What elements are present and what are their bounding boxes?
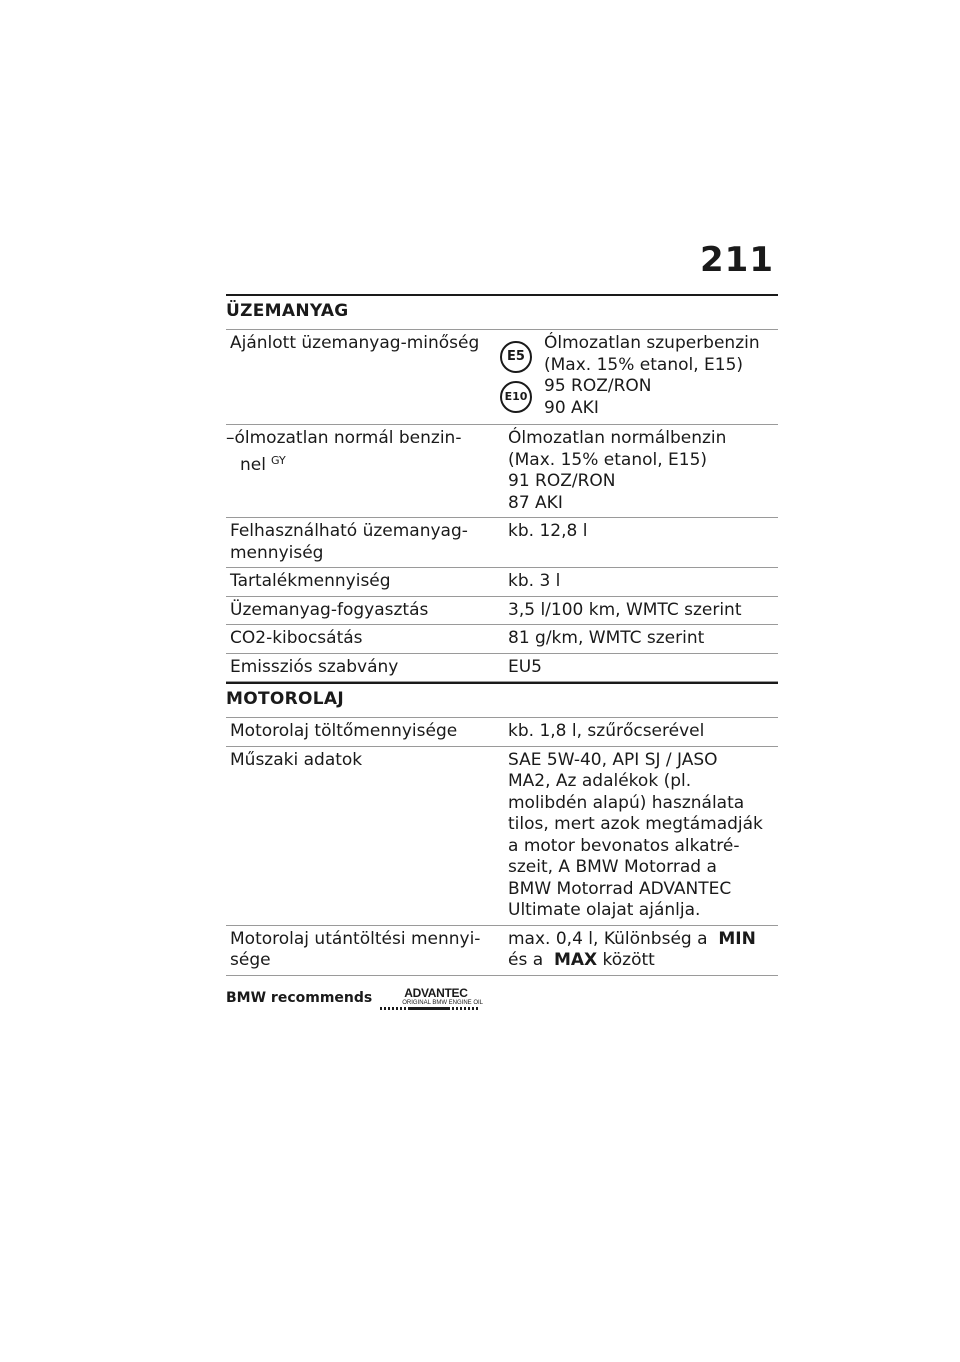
e5-fuel-icon: E5	[500, 341, 532, 373]
table-row	[226, 717, 778, 746]
table-row	[226, 925, 778, 976]
country-code-sup: GY	[270, 453, 286, 467]
bmw-recommends-text: BMW recommends	[226, 990, 373, 1006]
row-label: Emissziós szabvány	[230, 656, 399, 677]
row-value: EU5	[508, 656, 542, 677]
recommended-fuel-line: (Max. 15% etanol, E15)	[544, 354, 744, 375]
advantec-logo	[380, 986, 484, 1012]
recommended-fuel-line: 90 AKI	[544, 397, 599, 418]
normal-fuel-line: 87 AKI	[508, 492, 563, 513]
min-mark: MIN	[718, 928, 756, 949]
topup-value-mid: és a	[508, 950, 544, 970]
fuel-heading: ÜZEMANYAG	[226, 294, 778, 321]
table-row	[226, 746, 778, 925]
normal-fuel-line: (Max. 15% etanol, E15)	[508, 449, 708, 470]
recommended-fuel-label: Ajánlott üzemanyag-minőség	[230, 333, 480, 353]
recommended-fuel-line: Ólmozatlan szuperbenzin	[544, 333, 760, 353]
row-label: Műszaki adatok	[230, 749, 363, 770]
recommendation-footer	[226, 986, 484, 1012]
oil-heading: MOTOROLAJ	[226, 682, 778, 709]
topup-value-post: között	[602, 950, 655, 970]
max-mark: MAX	[553, 950, 598, 970]
row-label: Tartalékmennyiség	[230, 571, 391, 591]
normal-fuel-label: –ólmozatlan normál benzin-nel	[226, 428, 462, 475]
table-row	[226, 624, 778, 653]
row-label: Felhasználható üzemanyag-mennyiség	[230, 521, 468, 563]
oil-table	[226, 717, 778, 976]
row-label: Üzemanyag-fogyasztás	[230, 599, 429, 620]
fuel-section	[226, 294, 778, 682]
row-label: CO2-kibocsátás	[230, 628, 363, 648]
row-value: kb. 12,8 l	[508, 521, 588, 541]
row-value: SAE 5W-40, API SJ / JASO MA2, Az adalékok (pl. molibdén alapú) használata tilos, mert azok megtámadják a motor bevonatos alkatré-szeit, A BMW Motorrad a BMW Motorrad ADVANTEC Ultimate olajat ajánlja.	[508, 749, 763, 920]
normal-fuel-line: Ólmozatlan normálbenzin	[508, 428, 727, 448]
row-label: Motorolaj utántöltési mennyi-sége	[230, 928, 481, 970]
fuel-table	[226, 329, 778, 682]
table-row	[226, 329, 778, 424]
row-value: kb. 1,8 l, szűrőcserével	[508, 721, 705, 741]
recommended-fuel-line: 95 ROZ/RON	[544, 376, 652, 396]
table-row	[226, 517, 778, 567]
advantec-logo-title: ADVANTEC	[404, 986, 468, 1000]
row-value: 81 g/km, WMTC szerint	[508, 628, 705, 648]
normal-fuel-line: 91 ROZ/RON	[508, 471, 616, 491]
oil-section	[226, 682, 778, 976]
row-value: kb. 3 l	[508, 571, 561, 591]
logo-stripe-solid	[410, 1007, 450, 1010]
page-number: 211	[700, 240, 774, 280]
table-row	[226, 596, 778, 625]
e10-fuel-icon: E10	[500, 381, 532, 413]
advantec-logo-subtitle: ORIGINAL BMW ENGINE OIL	[402, 1000, 484, 1006]
table-row	[226, 653, 778, 683]
table-row	[226, 424, 778, 517]
topup-value: max. 0,4 l, Különbség a	[508, 928, 708, 949]
table-row	[226, 567, 778, 596]
row-value: 3,5 l/100 km, WMTC szerint	[508, 599, 742, 620]
row-label: Motorolaj töltőmennyisége	[230, 721, 458, 741]
